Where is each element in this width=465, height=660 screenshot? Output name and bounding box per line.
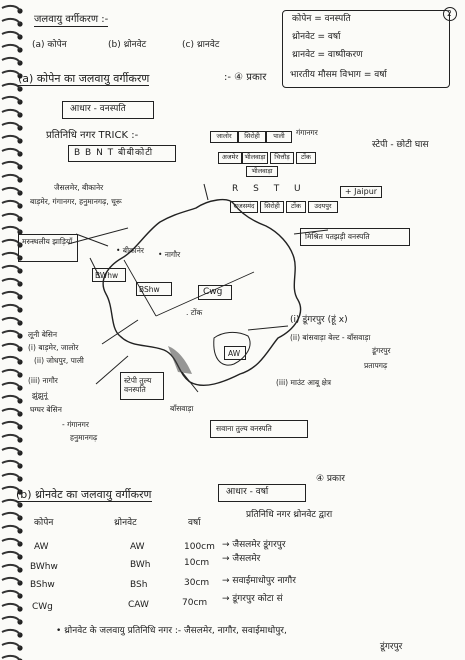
aw-label: AW bbox=[228, 349, 241, 358]
spiral-ring bbox=[2, 383, 20, 388]
basis-label: आधार - वनस्पति bbox=[70, 104, 126, 114]
row4-koppen: CWg bbox=[32, 602, 53, 612]
spiral-ring bbox=[2, 6, 20, 11]
grid-top-3: पाली bbox=[266, 131, 292, 143]
spiral-ring bbox=[2, 19, 20, 24]
spiral-ring bbox=[2, 513, 20, 518]
nagaur-label: • नागौर bbox=[158, 250, 181, 259]
spiral-ring bbox=[2, 578, 20, 583]
legend-line-1: कोपेन = वनस्पति bbox=[292, 14, 351, 24]
grid-mid-4: टोंक bbox=[296, 152, 316, 164]
spiral-ring bbox=[2, 97, 20, 102]
row3-cities: → सवाईमाधोपुर नागौर bbox=[222, 576, 296, 586]
south-place-4: प्रतापगढ़ bbox=[364, 361, 388, 370]
grid-mid-1: अजमेर bbox=[218, 152, 242, 164]
spiral-ring bbox=[2, 175, 20, 180]
left-list-5: झुंझुनूं bbox=[32, 391, 48, 400]
spiral-ring bbox=[2, 604, 20, 609]
grid-bottom-4: उदयपुर bbox=[308, 201, 338, 213]
legend-line-3: थ्रानवेट = वाष्पीकरण bbox=[292, 50, 363, 60]
spiral-ring bbox=[2, 565, 20, 570]
row2-thornwaite: BWh bbox=[130, 560, 151, 570]
spiral-ring bbox=[2, 591, 20, 596]
row1-rain: 100cm bbox=[184, 542, 215, 552]
row2-koppen: BWhw bbox=[30, 562, 58, 572]
spiral-ring bbox=[2, 149, 20, 154]
mixed-forest-label: मिश्रित पतझड़ी वनस्पति bbox=[305, 232, 370, 241]
footer-line-1: • थ्रोनवेट के जलवायु प्रतिनिधि नगर :- जैसलमेर, नागौर, सवाईमाधोपुर, bbox=[56, 626, 287, 636]
spiral-ring bbox=[2, 630, 20, 635]
spiral-ring bbox=[2, 461, 20, 466]
spiral-ring bbox=[2, 32, 20, 37]
row4-rain: 70cm bbox=[182, 598, 208, 608]
section-a-count: :- ④ प्रकार bbox=[224, 72, 267, 83]
spiral-ring bbox=[2, 370, 20, 375]
spiral-ring bbox=[2, 552, 20, 557]
spiral-ring bbox=[2, 136, 20, 141]
south-place-1: (i) डूंगरपुर (हूं x) bbox=[290, 315, 348, 325]
south-place-2: (ii) बांसवाड़ा बेल्ट - बाँसवाड़ा bbox=[290, 333, 371, 342]
bwhw-label: BWhw bbox=[95, 271, 119, 280]
grid-mid-extra: भीलवाड़ा bbox=[246, 166, 278, 177]
row1-koppen: AW bbox=[34, 542, 49, 552]
row2-cities: → जैसलमेर bbox=[222, 554, 261, 564]
spiral-ring bbox=[2, 474, 20, 479]
spiral-ring bbox=[2, 448, 20, 453]
grid-bottom-1: राजसमंद bbox=[230, 201, 258, 213]
spiral-ring bbox=[2, 357, 20, 362]
spiral-ring bbox=[2, 422, 20, 427]
table-header-4: प्रतिनिधि नगर थ्रोनवेट द्वारा bbox=[246, 510, 333, 520]
row1-cities: → जैसलमेर डूंगरपुर bbox=[222, 540, 286, 550]
section-b-count: ④ प्रकार bbox=[316, 474, 345, 484]
spiral-ring bbox=[2, 617, 20, 622]
spiral-ring bbox=[2, 344, 20, 349]
steppe-note: स्टेपी - छोटी घास bbox=[372, 140, 429, 150]
spiral-ring bbox=[2, 396, 20, 401]
table-header-3: वर्षा bbox=[188, 518, 201, 528]
spiral-ring bbox=[2, 656, 20, 660]
spiral-ring bbox=[2, 292, 20, 297]
row4-cities: → डूंगरपुर कोटा सं bbox=[222, 594, 283, 604]
spiral-ring bbox=[2, 214, 20, 219]
left-list-6: घग्घर बेसिन bbox=[30, 405, 62, 414]
rajasthan-map bbox=[28, 160, 448, 430]
steppe-box-label: स्टेपी तुल्य वनस्पति bbox=[124, 376, 152, 394]
spiral-ring bbox=[2, 123, 20, 128]
section-a-title: (a) कोपेन का जलवायु वर्गीकरण bbox=[18, 72, 150, 85]
legend-line-4: भारतीय मौसम विभाग = वर्षा bbox=[290, 70, 387, 80]
row3-koppen: BShw bbox=[30, 580, 55, 590]
spiral-ring bbox=[2, 227, 20, 232]
places-left-1: जैसलमेर, बीकानेर bbox=[54, 183, 104, 192]
section-b-title: (b) थ्रोनवेट का जलवायु वर्गीकरण bbox=[16, 488, 152, 501]
spiral-ring bbox=[2, 58, 20, 63]
bikaner-label: • बीकानेर bbox=[116, 246, 144, 255]
spiral-ring bbox=[2, 305, 20, 310]
spiral-ring bbox=[2, 201, 20, 206]
intro-item-a: (a) कोपेन bbox=[32, 40, 67, 50]
spiral-ring bbox=[2, 331, 20, 336]
spiral-ring bbox=[2, 279, 20, 284]
row3-rain: 30cm bbox=[184, 578, 210, 588]
trick-value: B B N T बीबीकोटी bbox=[74, 148, 154, 158]
row3-thornwaite: BSh bbox=[130, 580, 148, 590]
grid-top-1: जालोर bbox=[210, 131, 238, 143]
spiral-ring bbox=[2, 266, 20, 271]
spiral-ring bbox=[2, 526, 20, 531]
ganganagar-2: हनुमानगढ़ bbox=[70, 433, 98, 442]
grid-mid-3: चित्तौड़ bbox=[270, 152, 294, 164]
jaipur-label: + Jaipur bbox=[340, 186, 382, 198]
row2-rain: 10cm bbox=[184, 558, 210, 568]
tonk-label: . टोंक bbox=[186, 308, 203, 317]
south-place-3: डूंगरपुर bbox=[372, 346, 391, 355]
spiral-ring bbox=[2, 539, 20, 544]
intro-item-b: (b) थ्रोनवेट bbox=[108, 40, 147, 50]
section-b-basis: आधार - वर्षा bbox=[226, 487, 269, 497]
spiral-ring bbox=[2, 643, 20, 648]
grid-top-4: गंगानगर bbox=[296, 128, 318, 137]
grid-bottom-2: सिरोही bbox=[260, 201, 284, 213]
spiral-ring bbox=[2, 318, 20, 323]
left-list-1: लूनी बेसिन bbox=[28, 330, 58, 339]
spiral-ring bbox=[2, 188, 20, 193]
spiral-ring bbox=[2, 110, 20, 115]
grid-top-2: सिरोही bbox=[238, 131, 266, 143]
page-number: 2 bbox=[447, 9, 452, 18]
left-list-4: (iii) नागौर bbox=[28, 376, 58, 385]
bshw-label: BShw bbox=[139, 285, 160, 294]
spiral-ring bbox=[2, 45, 20, 50]
spiral-ring bbox=[2, 162, 20, 167]
savanna-label: सवाना तुल्य वनस्पति bbox=[216, 424, 272, 433]
table-header-1: कोपेन bbox=[34, 518, 54, 528]
ganganagar-1: - गंगानगर bbox=[62, 420, 89, 429]
abu-label: (iii) माउंट आबू क्षेत्र bbox=[276, 378, 332, 387]
intro-item-c: (c) थ्रानवेट bbox=[182, 40, 220, 50]
grid-mid-2: भीलवाड़ा bbox=[242, 152, 268, 164]
row1-thornwaite: AW bbox=[130, 542, 145, 552]
left-list-2: (i) बाड़मेर, जालोर bbox=[28, 343, 79, 352]
cwg-label: Cwg bbox=[203, 287, 223, 297]
intro-heading: जलवायु वर्गीकरण :- bbox=[34, 14, 109, 25]
grid-letters: R S T U bbox=[232, 184, 307, 194]
footer-line-2: डूंगरपुर bbox=[380, 642, 403, 652]
spiral-ring bbox=[2, 435, 20, 440]
places-left-2: बाड़मेर, गंगानगर, हनुमानगढ़, चूरू bbox=[30, 197, 122, 206]
left-list-3: (ii) जोधपुर, पाली bbox=[34, 356, 84, 365]
spiral-ring bbox=[2, 409, 20, 414]
banswara-label: बाँसवाड़ा bbox=[170, 404, 194, 413]
table-header-2: थ्रोनवेट bbox=[114, 518, 137, 528]
legend-line-2: थ्रोनवेट = वर्षा bbox=[292, 32, 341, 42]
spiral-binding bbox=[0, 0, 28, 660]
trick-label: प्रतिनिधि नगर TRICK :- bbox=[46, 130, 139, 141]
grid-bottom-3: टोंक bbox=[286, 201, 306, 213]
row4-thornwaite: CAW bbox=[128, 600, 149, 610]
desert-box-label: मरुस्थलीय झाड़ियाँ bbox=[22, 237, 73, 246]
